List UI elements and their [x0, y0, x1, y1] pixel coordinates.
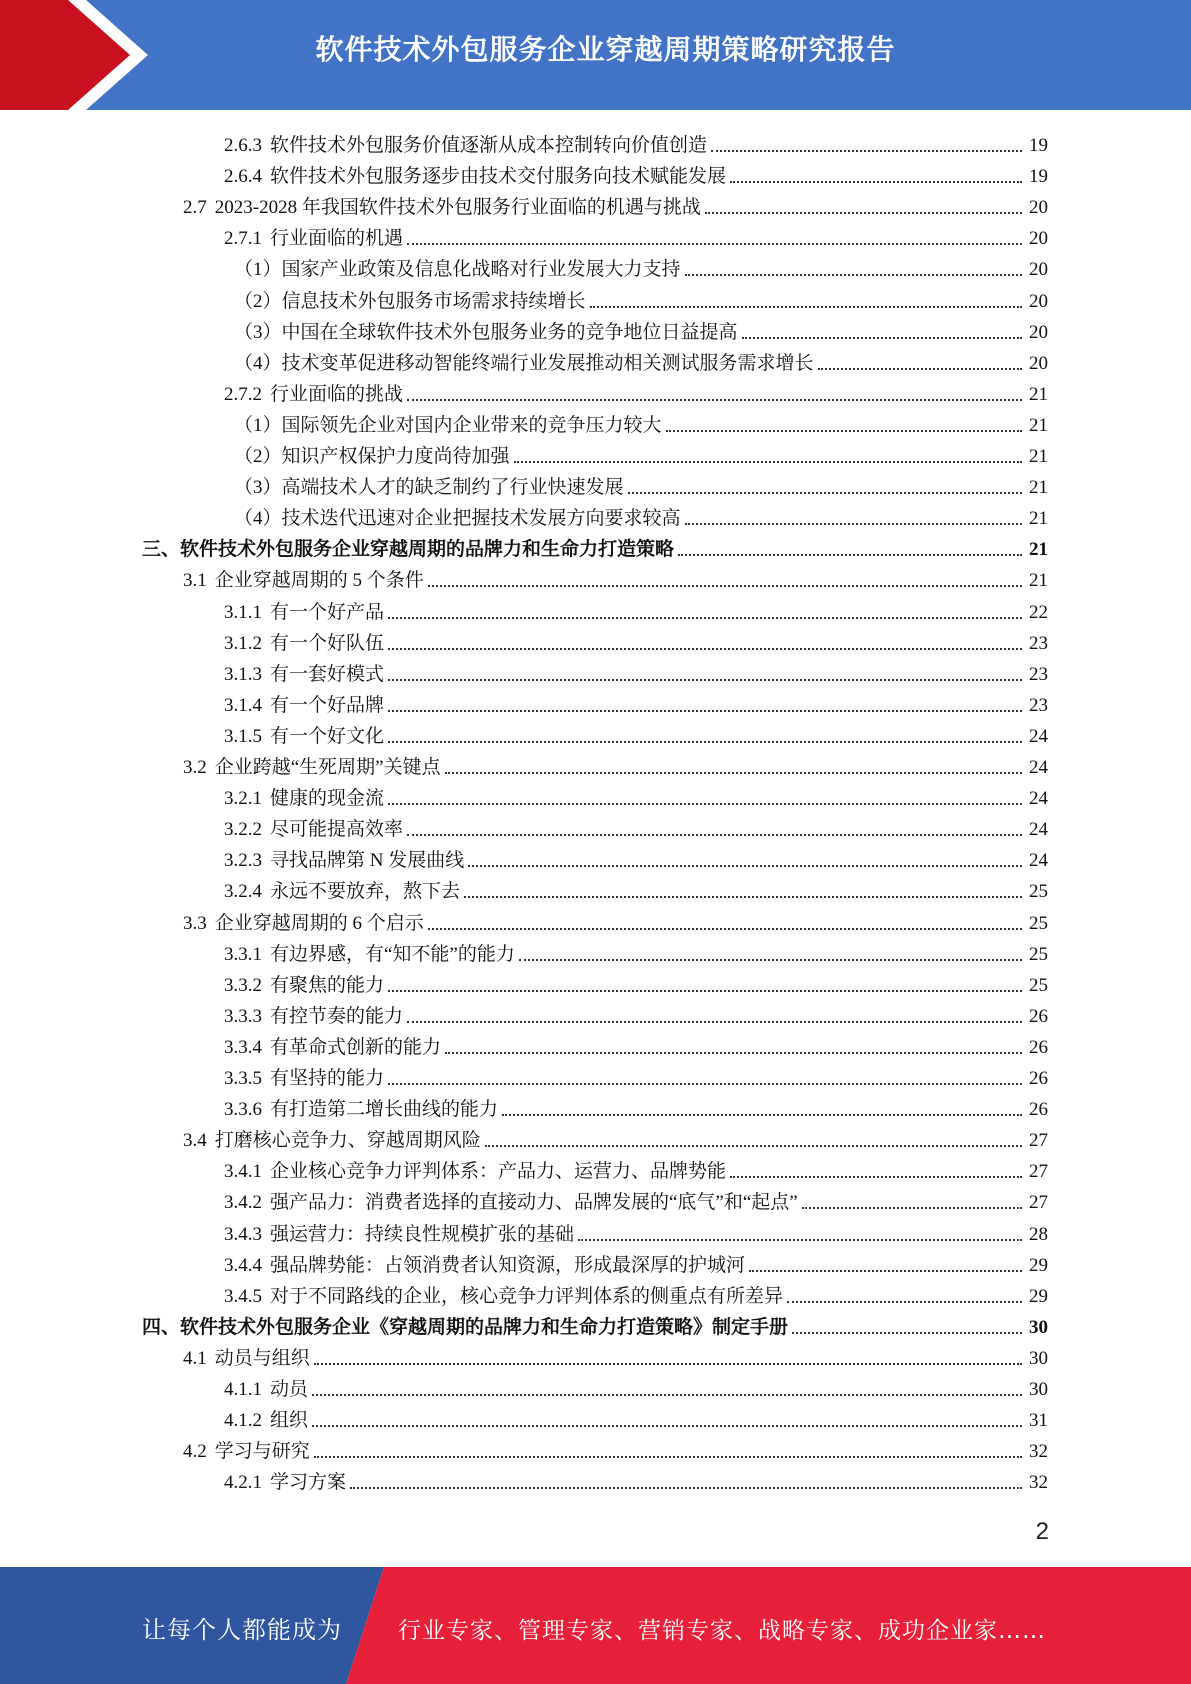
- toc-entry-number: 4.1: [183, 1348, 207, 1369]
- toc-entry-number: 3.3.5: [224, 1068, 262, 1089]
- toc-entry-label: [224, 1223, 576, 1247]
- toc-entry-number: 3.3.4: [224, 1037, 262, 1058]
- toc-entry-title: 有控节奏的能力: [270, 1006, 404, 1027]
- footer-slogan-left: 让每个人都能成为: [142, 1616, 342, 1644]
- toc-leader-dots: [350, 1487, 1022, 1489]
- toc-entry-label: [183, 1440, 312, 1464]
- toc-entry-page: 32: [1029, 1472, 1048, 1493]
- toc-entry-title: 有边界感，有“知不能”的能力: [270, 944, 515, 965]
- toc-entry-label: [224, 1036, 443, 1060]
- toc-entry-number: 3.1.3: [224, 664, 262, 685]
- toc-entry-label: [224, 134, 709, 158]
- toc-entry-number: 3.3.6: [224, 1099, 262, 1120]
- toc-leader-dots: [678, 554, 1022, 556]
- toc-entry-page: 32: [1029, 1441, 1048, 1462]
- toc-leader-dots: [792, 1332, 1022, 1334]
- toc-entry[interactable]: [224, 687, 1048, 718]
- toc-leader-dots: [818, 368, 1022, 370]
- toc-entry-number: （2）: [234, 446, 282, 467]
- toc-entry-title: 有坚持的能力: [270, 1068, 385, 1089]
- toc-entry-number: （3）: [234, 477, 282, 498]
- toc-entry-number: 3.4: [183, 1130, 207, 1151]
- toc-entry[interactable]: [224, 625, 1048, 656]
- toc-entry-label: [142, 538, 676, 562]
- toc-entry[interactable]: [224, 1402, 1048, 1433]
- toc-entry-title: 有一套好模式: [270, 664, 385, 685]
- toc-leader-dots: [388, 803, 1022, 805]
- toc-entry-page: 27: [1029, 1161, 1048, 1182]
- toc-entry[interactable]: [183, 1122, 1048, 1153]
- toc-entry-page: 20: [1029, 228, 1048, 249]
- toc-leader-dots: [445, 772, 1022, 774]
- toc-entry-page: 19: [1029, 166, 1048, 187]
- toc-entry-page: 21: [1029, 446, 1048, 467]
- toc-entry-page: 24: [1029, 726, 1048, 747]
- toc-entry-title: 强产品力：消费者选择的直接动力、品牌发展的“底气”和“起点”: [270, 1192, 798, 1213]
- toc-entry-number: 3.1.5: [224, 726, 262, 747]
- toc-entry-number: （1）: [234, 259, 282, 280]
- toc-entry-title: 软件技术外包服务企业穿越周期的品牌力和生命力打造策略: [180, 539, 675, 560]
- toc-entry-label: [183, 912, 426, 936]
- toc-entry[interactable]: [142, 1309, 1048, 1340]
- toc-entry-page: 20: [1029, 353, 1048, 374]
- toc-entry-title: 组织: [270, 1410, 309, 1431]
- toc-leader-dots: [711, 150, 1022, 152]
- toc-entry[interactable]: [183, 749, 1048, 780]
- toc-entry-page: 23: [1029, 695, 1048, 716]
- toc-entry-label: [183, 1347, 312, 1371]
- toc-entry[interactable]: [234, 500, 1048, 531]
- toc-entry-title: 知识产权保护力度尚待加强: [281, 446, 510, 467]
- toc-entry-page: 28: [1029, 1224, 1048, 1245]
- toc-entry[interactable]: [224, 376, 1048, 407]
- toc-entry-label: [224, 818, 405, 842]
- toc-leader-dots: [428, 585, 1022, 587]
- toc-entry-number: 2.7.2: [224, 384, 262, 405]
- toc-entry-label: [224, 1160, 728, 1184]
- toc-entry[interactable]: [224, 811, 1048, 842]
- toc-entry[interactable]: [224, 1091, 1048, 1122]
- toc-entry-title: 尽可能提高效率: [270, 819, 404, 840]
- toc-entry[interactable]: [224, 936, 1048, 967]
- toc-entry-label: [183, 756, 443, 780]
- toc-entry-page: 26: [1029, 1099, 1048, 1120]
- toc-entry-title: 打磨核心竞争力、穿越周期风险: [214, 1130, 481, 1151]
- toc-entry[interactable]: [224, 780, 1048, 811]
- toc-entry-label: [142, 1316, 790, 1340]
- toc-entry-page: 22: [1029, 602, 1048, 623]
- page-footer: [0, 1567, 1191, 1684]
- toc-entry-page: 30: [1029, 1317, 1048, 1338]
- toc-entry[interactable]: [224, 1371, 1048, 1402]
- toc-entry-label: [224, 1378, 310, 1402]
- toc-leader-dots: [407, 243, 1022, 245]
- toc-leader-dots: [519, 959, 1022, 961]
- toc-entry-page: 21: [1029, 477, 1048, 498]
- toc-entry-page: 20: [1029, 197, 1048, 218]
- toc-entry-label: [224, 694, 386, 718]
- toc-entry-label: [224, 974, 386, 998]
- toc-entry-page: 19: [1029, 135, 1048, 156]
- toc-entry-page: 30: [1029, 1348, 1048, 1369]
- toc-entry-label: [224, 663, 386, 687]
- toc-entry-label: [234, 445, 512, 469]
- toc-entry[interactable]: [224, 594, 1048, 625]
- toc-leader-dots: [388, 679, 1022, 681]
- toc-entry-page: 25: [1029, 975, 1048, 996]
- toc-entry-number: （1）: [234, 415, 282, 436]
- toc-leader-dots: [502, 1114, 1022, 1116]
- toc-entry[interactable]: [224, 1060, 1048, 1091]
- toc-entry-number: 4.2: [183, 1441, 207, 1462]
- toc-leader-dots: [685, 274, 1022, 276]
- toc-entry-title: 学习方案: [270, 1472, 347, 1493]
- toc-entry-number: 3.1.4: [224, 695, 262, 716]
- toc-entry-title: 有聚焦的能力: [270, 975, 385, 996]
- document-title: 软件技术外包服务企业穿越周期策略研究报告: [315, 33, 896, 66]
- toc-entry-page: 20: [1029, 322, 1048, 343]
- toc-leader-dots: [666, 430, 1022, 432]
- toc-leader-dots: [314, 1363, 1022, 1365]
- toc-leader-dots: [705, 212, 1022, 214]
- toc-entry-label: [224, 601, 386, 625]
- toc-entry-title: 动员与组织: [214, 1348, 310, 1369]
- toc-entry-number: （4）: [234, 353, 282, 374]
- toc-entry[interactable]: [183, 1433, 1048, 1464]
- toc-entry-number: 2.6.4: [224, 166, 262, 187]
- toc-entry-page: 29: [1029, 1255, 1048, 1276]
- toc-entry-number: 3.2.3: [224, 850, 262, 871]
- footer-slogan-right: 行业专家、管理专家、营销专家、战略专家、成功企业家……: [398, 1618, 1046, 1644]
- toc-entry-title: 软件技术外包服务逐步由技术交付服务向技术赋能发展: [270, 166, 727, 187]
- toc-entry-title: 行业面临的挑战: [270, 384, 404, 405]
- toc-leader-dots: [578, 1239, 1022, 1241]
- toc-entry-page: 23: [1029, 633, 1048, 654]
- toc-entry-label: [234, 321, 740, 345]
- toc-entry-page: 24: [1029, 819, 1048, 840]
- toc-entry-page: 26: [1029, 1037, 1048, 1058]
- toc-entry-number: 3.2.4: [224, 881, 262, 902]
- toc-entry-page: 24: [1029, 757, 1048, 778]
- toc-leader-dots: [802, 1207, 1022, 1209]
- toc-entry-number: 3.1.2: [224, 633, 262, 654]
- toc-entry-number: 3.1: [183, 570, 207, 591]
- toc-entry-number: 四、: [142, 1317, 181, 1338]
- toc-entry-title: 软件技术外包服务企业《穿越周期的品牌力和生命力打造策略》制定手册: [180, 1317, 789, 1338]
- toc-entry-number: 3.2.2: [224, 819, 262, 840]
- toc-entry-number: （2）: [234, 291, 282, 312]
- toc-entry[interactable]: [224, 127, 1048, 158]
- toc-leader-dots: [590, 306, 1022, 308]
- toc-entry-number: 3.2: [183, 757, 207, 778]
- toc-entry[interactable]: [234, 438, 1048, 469]
- toc-entry-page: 21: [1029, 415, 1048, 436]
- toc-entry-label: [224, 165, 728, 189]
- toc-entry-number: 2.7: [183, 197, 207, 218]
- toc-entry-title: 对于不同路线的企业，核心竞争力评判体系的侧重点有所差异: [270, 1286, 784, 1307]
- toc-entry-page: 25: [1029, 881, 1048, 902]
- toc-entry[interactable]: [224, 1153, 1048, 1184]
- toc-entry[interactable]: [234, 345, 1048, 376]
- toc-leader-dots: [485, 1145, 1022, 1147]
- toc-entry[interactable]: [234, 469, 1048, 500]
- toc-entry-label: [224, 632, 386, 656]
- toc-entry-page: 24: [1029, 788, 1048, 809]
- toc-leader-dots: [742, 337, 1022, 339]
- toc-entry-page: 23: [1029, 664, 1048, 685]
- toc-entry-number: 3.4.2: [224, 1192, 262, 1213]
- toc-entry-number: 2.6.3: [224, 135, 262, 156]
- toc-leader-dots: [407, 399, 1022, 401]
- toc-entry-number: 3.3.2: [224, 975, 262, 996]
- toc-entry-label: [183, 196, 703, 220]
- toc-leader-dots: [730, 181, 1022, 183]
- toc-entry[interactable]: [234, 314, 1048, 345]
- toc-entry-title: 技术迭代迅速对企业把握技术发展方向要求较高: [281, 508, 681, 529]
- toc-entry-label: [234, 290, 588, 314]
- toc-entry[interactable]: [183, 189, 1048, 220]
- toc-entry-title: 强运营力：持续良性规模扩张的基础: [270, 1224, 575, 1245]
- toc-entry-title: 企业穿越周期的 5 个条件: [214, 570, 424, 591]
- toc-entry[interactable]: [224, 1216, 1048, 1247]
- toc-entry-page: 21: [1029, 570, 1048, 591]
- toc-entry[interactable]: [183, 1340, 1048, 1371]
- toc-entry-page: 27: [1029, 1192, 1048, 1213]
- toc-entry-title: 健康的现金流: [270, 788, 385, 809]
- toc-entry-page: 29: [1029, 1286, 1048, 1307]
- toc-entry[interactable]: [224, 220, 1048, 251]
- toc-entry-title: 有一个好品牌: [270, 695, 385, 716]
- toc-entry-number: 3.3.1: [224, 944, 262, 965]
- toc-leader-dots: [628, 492, 1022, 494]
- toc-entry-number: 3.4.5: [224, 1286, 262, 1307]
- toc-entry-number: 2.7.1: [224, 228, 262, 249]
- toc-entry-number: 3.4.1: [224, 1161, 262, 1182]
- toc-entry-title: 国际领先企业对国内企业带来的竞争压力较大: [281, 415, 662, 436]
- toc-entry[interactable]: [234, 251, 1048, 282]
- toc-entry-page: 25: [1029, 944, 1048, 965]
- toc-entry-label: [224, 1471, 348, 1495]
- toc-leader-dots: [514, 461, 1022, 463]
- toc-leader-dots: [388, 990, 1022, 992]
- page-number: 2: [1035, 1518, 1049, 1545]
- toc-entry-label: [224, 1285, 785, 1309]
- toc-entry-title: 寻找品牌第 N 发展曲线: [270, 850, 465, 871]
- toc-leader-dots: [787, 1301, 1022, 1303]
- toc-entry[interactable]: [183, 905, 1048, 936]
- toc-entry-label: [224, 787, 386, 811]
- toc-entry-label: [224, 943, 517, 967]
- toc-leader-dots: [388, 648, 1022, 650]
- toc-entry-title: 永远不要放弃，熬下去: [270, 881, 461, 902]
- toc-entry-number: 3.3: [183, 913, 207, 934]
- toc-entry-number: （3）: [234, 322, 282, 343]
- toc-leader-dots: [388, 1083, 1022, 1085]
- toc-entry-label: [234, 414, 664, 438]
- toc-leader-dots: [388, 741, 1022, 743]
- toc-entry-number: 3.3.3: [224, 1006, 262, 1027]
- toc-entry-page: 25: [1029, 913, 1048, 934]
- toc-leader-dots: [464, 896, 1022, 898]
- toc-leader-dots: [407, 834, 1022, 836]
- toc-entry-page: 21: [1029, 384, 1048, 405]
- toc-entry-label: [224, 1191, 800, 1215]
- toc-entry-title: 软件技术外包服务价值逐渐从成本控制转向价值创造: [270, 135, 708, 156]
- toc-entry-label: [183, 569, 426, 593]
- toc-entry-page: 26: [1029, 1068, 1048, 1089]
- toc-entry-title: 行业面临的机遇: [270, 228, 404, 249]
- toc-leader-dots: [407, 1021, 1022, 1023]
- toc-leader-dots: [312, 1394, 1022, 1396]
- toc-entry-page: 26: [1029, 1006, 1048, 1027]
- toc-entry-label: [224, 1098, 500, 1122]
- toc-entry-title: 2023-2028 年我国软件技术外包服务行业面临的机遇与挑战: [214, 197, 701, 218]
- toc-entry-title: 技术变革促进移动智能终端行业发展推动相关测试服务需求增长: [281, 353, 814, 374]
- toc-entry-label: [224, 725, 386, 749]
- toc-entry-title: 有一个好队伍: [270, 633, 385, 654]
- toc-entry-label: [224, 383, 405, 407]
- toc-entry-number: 4.1.2: [224, 1410, 262, 1431]
- toc-entry[interactable]: [224, 1184, 1048, 1215]
- toc-entry-label: [224, 880, 462, 904]
- toc-entry-title: 中国在全球软件技术外包服务业务的竞争地位日益提高: [281, 322, 738, 343]
- toc-entry-label: [234, 352, 816, 376]
- toc-entry-title: 有打造第二增长曲线的能力: [270, 1099, 499, 1120]
- toc-entry[interactable]: [224, 873, 1048, 904]
- toc-leader-dots: [312, 1425, 1022, 1427]
- toc-entry-number: 3.1.1: [224, 602, 262, 623]
- toc-entry-page: 24: [1029, 850, 1048, 871]
- toc-entry-label: [224, 849, 466, 873]
- toc-entry-number: 3.4.3: [224, 1224, 262, 1245]
- toc-entry[interactable]: [224, 1278, 1048, 1309]
- toc-entry[interactable]: [183, 562, 1048, 593]
- toc-entry-title: 有一个好产品: [270, 602, 385, 623]
- toc-entry-title: 企业穿越周期的 6 个启示: [214, 913, 424, 934]
- toc-entry-number: （4）: [234, 508, 282, 529]
- toc-entry-label: [224, 1254, 747, 1278]
- toc-entry-title: 有一个好文化: [270, 726, 385, 747]
- toc-entry[interactable]: [224, 656, 1048, 687]
- toc-entry[interactable]: [224, 1464, 1048, 1495]
- toc-entry-title: 动员: [270, 1379, 309, 1400]
- toc-entry-page: 27: [1029, 1130, 1048, 1151]
- page-header: [0, 0, 1191, 110]
- toc-entry[interactable]: [224, 967, 1048, 998]
- toc-entry-page: 21: [1029, 539, 1048, 560]
- toc-entry[interactable]: [234, 407, 1048, 438]
- toc-entry[interactable]: [142, 531, 1048, 562]
- toc-entry-number: 三、: [142, 539, 181, 560]
- toc-entry-number: 3.2.1: [224, 788, 262, 809]
- toc-entry-label: [234, 476, 626, 500]
- toc-entry-title: 高端技术人才的缺乏制约了行业快速发展: [281, 477, 624, 498]
- toc-entry-title: 信息技术外包服务市场需求持续增长: [281, 291, 586, 312]
- toc-leader-dots: [314, 1456, 1022, 1458]
- toc-entry-number: 4.1.1: [224, 1379, 262, 1400]
- toc-entry-title: 学习与研究: [214, 1441, 310, 1462]
- toc-entry-number: 4.2.1: [224, 1472, 262, 1493]
- toc-entry[interactable]: [234, 283, 1048, 314]
- toc-entry-page: 30: [1029, 1379, 1048, 1400]
- toc-entry-label: [234, 507, 683, 531]
- toc-entry-title: 企业核心竞争力评判体系：产品力、运营力、品牌势能: [270, 1161, 727, 1182]
- toc-entry-page: 21: [1029, 508, 1048, 529]
- toc-entry[interactable]: [224, 158, 1048, 189]
- toc-leader-dots: [749, 1270, 1022, 1272]
- toc-entry-label: [234, 258, 683, 282]
- toc-leader-dots: [388, 710, 1022, 712]
- toc-entry[interactable]: [224, 1029, 1048, 1060]
- toc-leader-dots: [428, 928, 1022, 930]
- toc-entry-page: 31: [1029, 1410, 1048, 1431]
- toc-entry-label: [224, 227, 405, 251]
- toc-entry-number: 3.4.4: [224, 1255, 262, 1276]
- toc-entry-title: 强品牌势能：占领消费者认知资源，形成最深厚的护城河: [270, 1255, 746, 1276]
- toc-entry-title: 有革命式创新的能力: [270, 1037, 442, 1058]
- toc-entry[interactable]: [224, 718, 1048, 749]
- toc-entry-label: [183, 1129, 483, 1153]
- toc-leader-dots: [730, 1176, 1022, 1178]
- toc-entry-label: [224, 1067, 386, 1091]
- toc-entry-title: 国家产业政策及信息化战略对行业发展大力支持: [281, 259, 681, 280]
- toc-leader-dots: [468, 865, 1022, 867]
- toc-entry[interactable]: [224, 1247, 1048, 1278]
- toc-entry[interactable]: [224, 998, 1048, 1029]
- toc-entry-label: [224, 1409, 310, 1433]
- toc-entry-title: 企业跨越“生死周期”关键点: [214, 757, 441, 778]
- toc-leader-dots: [445, 1052, 1022, 1054]
- toc-entry-page: 20: [1029, 259, 1048, 280]
- toc-entry-page: 20: [1029, 291, 1048, 312]
- toc-leader-dots: [388, 617, 1022, 619]
- toc-entry[interactable]: [224, 842, 1048, 873]
- toc-leader-dots: [685, 523, 1022, 525]
- toc-entry-label: [224, 1005, 405, 1029]
